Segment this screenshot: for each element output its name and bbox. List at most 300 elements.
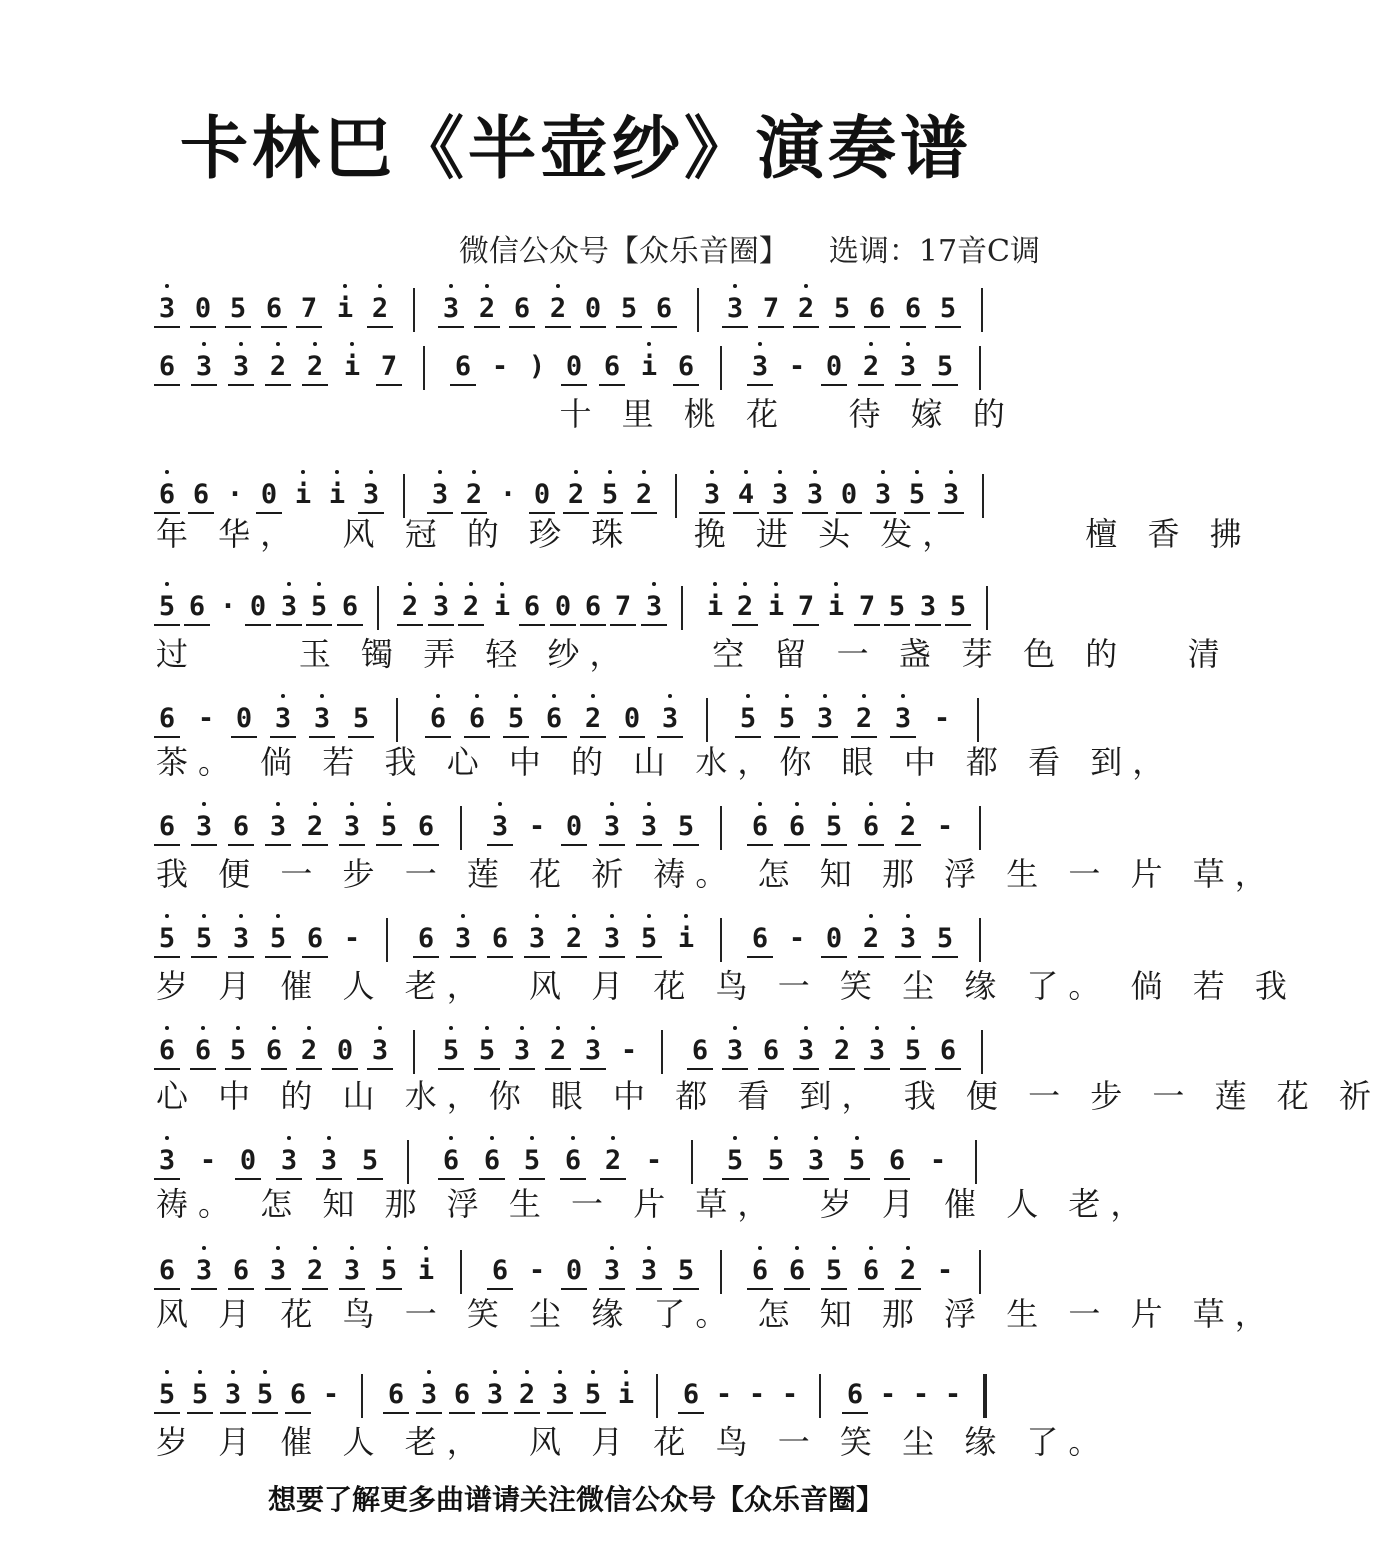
- note-glyph: 5: [158, 923, 176, 954]
- beam-underline: [191, 844, 217, 846]
- octave-dot: [317, 582, 321, 586]
- beam-underline: [932, 956, 958, 958]
- note: [761, 1144, 791, 1178]
- note: [597, 922, 627, 956]
- beam-underline: [154, 624, 180, 626]
- note: [791, 590, 821, 624]
- octave-dot: [758, 1246, 762, 1250]
- barline: [697, 288, 699, 332]
- octave-dot: [571, 1136, 575, 1140]
- note: [671, 810, 701, 844]
- octave-dot: [610, 1246, 614, 1250]
- note: [487, 590, 517, 624]
- beam-underline: [428, 624, 454, 626]
- beam-underline: [337, 624, 363, 626]
- note: [517, 590, 547, 624]
- note: [220, 478, 250, 512]
- octave-dot: [647, 914, 651, 918]
- beam-underline: [599, 844, 625, 846]
- beam-underline: [339, 844, 365, 846]
- note-glyph: 2: [797, 293, 815, 324]
- barline: [975, 1140, 977, 1184]
- beam-underline: [619, 736, 645, 738]
- note-glyph: 3: [551, 1379, 569, 1410]
- beam-underline: [600, 1178, 626, 1180]
- note: [152, 1034, 182, 1068]
- beam-underline: [357, 1178, 383, 1180]
- beam-underline: [154, 736, 180, 738]
- octave-dot: [530, 1136, 534, 1140]
- octave-dot: [313, 802, 317, 806]
- note-glyph: i: [677, 923, 695, 954]
- note: [448, 350, 478, 384]
- beam-underline: [487, 1288, 513, 1290]
- beam-underline: [413, 844, 439, 846]
- note-glyph: 3: [454, 923, 472, 954]
- note: [263, 810, 293, 844]
- note: [639, 590, 669, 624]
- note: [720, 1144, 750, 1178]
- beam-underline: [550, 624, 576, 626]
- octave-dot: [572, 914, 576, 918]
- beam-underline: [309, 736, 335, 738]
- beam-underline: [190, 326, 216, 328]
- octave-dot: [915, 470, 919, 474]
- note-glyph: 3: [603, 1255, 621, 1286]
- note: [411, 922, 441, 956]
- beam-underline: [673, 1288, 699, 1290]
- octave-dot: [201, 1026, 205, 1030]
- notation-row: [152, 912, 1012, 962]
- note: [485, 810, 515, 844]
- note: [655, 702, 685, 736]
- beam-underline: [858, 384, 884, 386]
- note: [259, 1034, 289, 1068]
- barline: [981, 288, 983, 332]
- note-glyph: 2: [604, 1145, 622, 1176]
- notation-row: [152, 1244, 1012, 1294]
- octave-dot: [165, 1136, 169, 1140]
- note-glyph: 3: [280, 591, 298, 622]
- beam-underline: [900, 326, 926, 328]
- note-glyph: 6: [158, 1035, 176, 1066]
- beam-underline: [821, 956, 847, 958]
- note: [893, 1254, 923, 1288]
- note: [913, 590, 943, 624]
- note: [676, 1378, 706, 1412]
- octave-dot: [642, 470, 646, 474]
- notation-row: [152, 692, 1012, 742]
- note: [902, 478, 932, 512]
- barline: [979, 806, 981, 850]
- octave-dot: [901, 694, 905, 698]
- note-glyph: 3: [280, 1145, 298, 1176]
- note-glyph: 5: [677, 811, 695, 842]
- beam-underline: [154, 1288, 180, 1290]
- beam-underline: [784, 1288, 810, 1290]
- note-glyph: 5: [507, 703, 525, 734]
- barline: [986, 586, 988, 630]
- beam-underline: [673, 384, 699, 386]
- note: [791, 1034, 821, 1068]
- beam-underline: [722, 1178, 748, 1180]
- note: [274, 590, 304, 624]
- beam-underline: [252, 1412, 278, 1414]
- octave-dot: [469, 582, 473, 586]
- note: [720, 1034, 750, 1068]
- footer-note: 想要了解更多曲谱请关注微信公众号【众乐音圈】: [267, 1483, 884, 1516]
- beam-underline: [519, 624, 545, 626]
- note: [330, 292, 360, 326]
- note: [578, 590, 608, 624]
- note-glyph: 7: [300, 293, 318, 324]
- beam-underline: [332, 1068, 358, 1070]
- note-glyph: -: [912, 1379, 930, 1410]
- note-glyph: 5: [908, 479, 926, 510]
- octave-dot: [906, 342, 910, 346]
- octave-dot: [276, 914, 280, 918]
- note: [539, 702, 569, 736]
- beam-underline: [487, 956, 513, 958]
- barline: [979, 918, 981, 962]
- note: [288, 478, 318, 512]
- octave-dot: [834, 582, 838, 586]
- beam-underline: [438, 1068, 464, 1070]
- beam-underline: [610, 624, 636, 626]
- note: [411, 810, 441, 844]
- beam-underline: [190, 1068, 216, 1070]
- octave-dot: [814, 1136, 818, 1140]
- octave-dot: [236, 1026, 240, 1030]
- beam-underline: [425, 736, 451, 738]
- beam-underline: [376, 384, 402, 386]
- note-glyph: 6: [788, 811, 806, 842]
- note-glyph: 5: [767, 1145, 785, 1176]
- octave-dot: [239, 342, 243, 346]
- note: [745, 810, 775, 844]
- beam-underline: [367, 326, 393, 328]
- beam-underline: [376, 844, 402, 846]
- beam-underline: [641, 624, 667, 626]
- note: [307, 702, 337, 736]
- note-glyph: 2: [549, 1035, 567, 1066]
- note-glyph: i: [417, 1255, 435, 1286]
- beam-underline: [580, 624, 606, 626]
- note-glyph: 6: [454, 351, 472, 382]
- octave-dot: [449, 1136, 453, 1140]
- note: [800, 478, 830, 512]
- note: [300, 350, 330, 384]
- beam-underline: [858, 956, 884, 958]
- beam-underline: [636, 1288, 662, 1290]
- beam-underline: [599, 956, 625, 958]
- beam-underline: [383, 1412, 409, 1414]
- note-glyph: 0: [235, 703, 253, 734]
- note: [842, 1144, 872, 1178]
- note: [862, 292, 892, 326]
- octave-dot: [733, 1026, 737, 1030]
- note: [559, 810, 589, 844]
- note: [930, 922, 960, 956]
- beam-underline: [935, 326, 961, 328]
- note-glyph: -: [528, 1255, 546, 1286]
- note: [263, 350, 293, 384]
- octave-dot: [272, 1026, 276, 1030]
- octave-dot: [350, 1246, 354, 1250]
- lyrics-line: 心 中 的 山 水，你 眼 中 都 看 到， 我 便 一 步 一 莲 花 祈: [156, 1077, 1381, 1115]
- beam-underline: [580, 326, 606, 328]
- beam-underline: [285, 1412, 311, 1414]
- extension-dash: [775, 1378, 805, 1412]
- extension-dash: [316, 1378, 346, 1412]
- octave-dot: [307, 1026, 311, 1030]
- note-glyph: 6: [862, 1255, 880, 1286]
- note: [893, 810, 923, 844]
- note: [223, 1034, 253, 1068]
- note-glyph: 6: [188, 591, 206, 622]
- note-glyph: 3: [661, 703, 679, 734]
- note-glyph: 0: [533, 479, 551, 510]
- beam-underline: [547, 1412, 573, 1414]
- note-glyph: 2: [478, 293, 496, 324]
- octave-dot: [840, 1026, 844, 1030]
- beam-underline: [413, 956, 439, 958]
- octave-dot: [647, 1246, 651, 1250]
- beam-underline: [154, 956, 180, 958]
- note-glyph: 2: [833, 1035, 851, 1066]
- note: [374, 810, 404, 844]
- note-glyph: 3: [797, 1035, 815, 1066]
- note: [218, 1378, 248, 1412]
- octave-dot: [378, 1026, 382, 1030]
- note: [414, 1378, 444, 1412]
- octave-dot: [744, 470, 748, 474]
- note-glyph: 5: [310, 591, 328, 622]
- note-glyph: 7: [762, 293, 780, 324]
- note: [558, 1144, 588, 1178]
- note-glyph: 2: [518, 1379, 536, 1410]
- note-glyph: 2: [862, 923, 880, 954]
- note: [152, 590, 182, 624]
- octave-dot: [287, 582, 291, 586]
- beam-underline: [687, 1068, 713, 1070]
- note-glyph: 3: [371, 1035, 389, 1066]
- barline: [706, 698, 708, 742]
- note-glyph: 5: [726, 1145, 744, 1176]
- note: [720, 292, 750, 326]
- note: [268, 702, 298, 736]
- note: [745, 350, 775, 384]
- beam-underline: [524, 956, 550, 958]
- note-glyph: 6: [429, 703, 447, 734]
- beam-underline: [464, 736, 490, 738]
- beam-underline: [302, 844, 328, 846]
- octave-dot: [436, 694, 440, 698]
- note: [517, 1144, 547, 1178]
- note: [634, 810, 664, 844]
- beam-underline: [722, 326, 748, 328]
- note: [447, 1378, 477, 1412]
- note-glyph: 3: [432, 591, 450, 622]
- beam-underline: [890, 736, 916, 738]
- beam-underline: [829, 1068, 855, 1070]
- note-glyph: ·: [226, 479, 244, 510]
- note: [671, 350, 701, 384]
- beam-underline: [509, 1068, 535, 1070]
- note-glyph: 6: [483, 1145, 501, 1176]
- note-glyph: 6: [387, 1379, 405, 1410]
- note-glyph: 2: [300, 1035, 318, 1066]
- beam-underline: [803, 1178, 829, 1180]
- note-glyph: -: [879, 1379, 897, 1410]
- note-glyph: -: [197, 703, 215, 734]
- beam-underline: [296, 1068, 322, 1070]
- note-glyph: 2: [862, 351, 880, 382]
- note: [700, 590, 730, 624]
- beam-underline: [747, 956, 773, 958]
- octave-dot: [350, 802, 354, 806]
- note-glyph: ·: [499, 479, 517, 510]
- note-glyph: 6: [691, 1035, 709, 1066]
- beam-underline: [482, 1412, 508, 1414]
- note: [943, 590, 973, 624]
- note-glyph: 6: [751, 923, 769, 954]
- note-glyph: 5: [825, 811, 843, 842]
- octave-dot: [276, 1246, 280, 1250]
- note-glyph: i: [827, 591, 845, 622]
- octave-dot: [461, 914, 465, 918]
- note-glyph: 6: [523, 591, 541, 622]
- octave-dot: [449, 284, 453, 288]
- note: [559, 1254, 589, 1288]
- note: [578, 702, 608, 736]
- octave-dot: [778, 470, 782, 474]
- note: [189, 1254, 219, 1288]
- note: [335, 590, 365, 624]
- note-glyph: i: [706, 591, 724, 622]
- extension-dash: [614, 1034, 644, 1068]
- note-glyph: i: [343, 351, 361, 382]
- note: [898, 1034, 928, 1068]
- note: [543, 292, 573, 326]
- beam-underline: [678, 1412, 704, 1414]
- note: [819, 922, 849, 956]
- note: [597, 350, 627, 384]
- beam-underline: [812, 736, 838, 738]
- beam-underline: [519, 1178, 545, 1180]
- note: [263, 1254, 293, 1288]
- note-glyph: 5: [478, 1035, 496, 1066]
- note: [512, 1378, 542, 1412]
- note-glyph: 5: [739, 703, 757, 734]
- close-paren: [522, 350, 552, 384]
- note: [597, 1254, 627, 1288]
- note-glyph: 2: [401, 591, 419, 622]
- note: [819, 350, 849, 384]
- note-glyph: -: [528, 811, 546, 842]
- beam-underline: [842, 1412, 868, 1414]
- barline: [413, 288, 415, 332]
- octave-dot: [832, 802, 836, 806]
- note: [226, 922, 256, 956]
- beam-underline: [220, 1412, 246, 1414]
- note: [856, 1254, 886, 1288]
- note: [462, 702, 492, 736]
- note-glyph: -: [199, 1145, 217, 1176]
- note: [263, 922, 293, 956]
- extension-dash: [742, 1378, 772, 1412]
- note-glyph: 2: [899, 811, 917, 842]
- note-glyph: -: [781, 1379, 799, 1410]
- note-glyph: 2: [565, 923, 583, 954]
- note: [374, 1254, 404, 1288]
- octave-dot: [758, 342, 762, 346]
- note-glyph: -: [748, 1379, 766, 1410]
- note-glyph: 0: [239, 1145, 257, 1176]
- barline: [720, 806, 722, 850]
- octave-dot: [591, 1026, 595, 1030]
- note-glyph: 6: [513, 293, 531, 324]
- extension-dash: [782, 922, 812, 956]
- beam-underline: [191, 384, 217, 386]
- octave-dot: [263, 1370, 267, 1374]
- note: [597, 810, 627, 844]
- octave-dot: [862, 694, 866, 698]
- barline: [720, 918, 722, 962]
- octave-dot: [378, 284, 382, 288]
- note: [456, 590, 486, 624]
- note-glyph: -: [788, 923, 806, 954]
- note-glyph: 3: [195, 811, 213, 842]
- note: [250, 1378, 280, 1412]
- note: [862, 1034, 892, 1068]
- note: [821, 590, 851, 624]
- note-glyph: -: [491, 351, 509, 382]
- octave-dot: [493, 1370, 497, 1374]
- barline: [460, 1250, 462, 1294]
- beam-underline: [228, 956, 254, 958]
- octave-dot: [758, 802, 762, 806]
- beam-underline: [154, 1178, 180, 1180]
- octave-dot: [906, 914, 910, 918]
- note-glyph: 5: [229, 1035, 247, 1066]
- note: [426, 590, 456, 624]
- note-glyph: 5: [778, 703, 796, 734]
- octave-dot: [668, 694, 672, 698]
- beam-underline: [747, 844, 773, 846]
- note: [745, 1254, 775, 1288]
- beam-underline: [858, 1288, 884, 1290]
- note-glyph: 6: [584, 591, 602, 622]
- barline: [981, 1030, 983, 1074]
- octave-dot: [281, 694, 285, 698]
- note: [595, 478, 625, 512]
- beam-underline: [265, 956, 291, 958]
- note: [223, 292, 253, 326]
- note: [930, 350, 960, 384]
- note-glyph: 3: [269, 1255, 287, 1286]
- octave-dot: [610, 802, 614, 806]
- note-glyph: 6: [491, 1255, 509, 1286]
- note: [893, 350, 923, 384]
- beam-underline: [154, 844, 180, 846]
- note-glyph: 3: [513, 1035, 531, 1066]
- beam-underline: [438, 326, 464, 328]
- note: [259, 292, 289, 326]
- note-glyph: 7: [797, 591, 815, 622]
- note-glyph: 2: [584, 703, 602, 734]
- note: [507, 292, 537, 326]
